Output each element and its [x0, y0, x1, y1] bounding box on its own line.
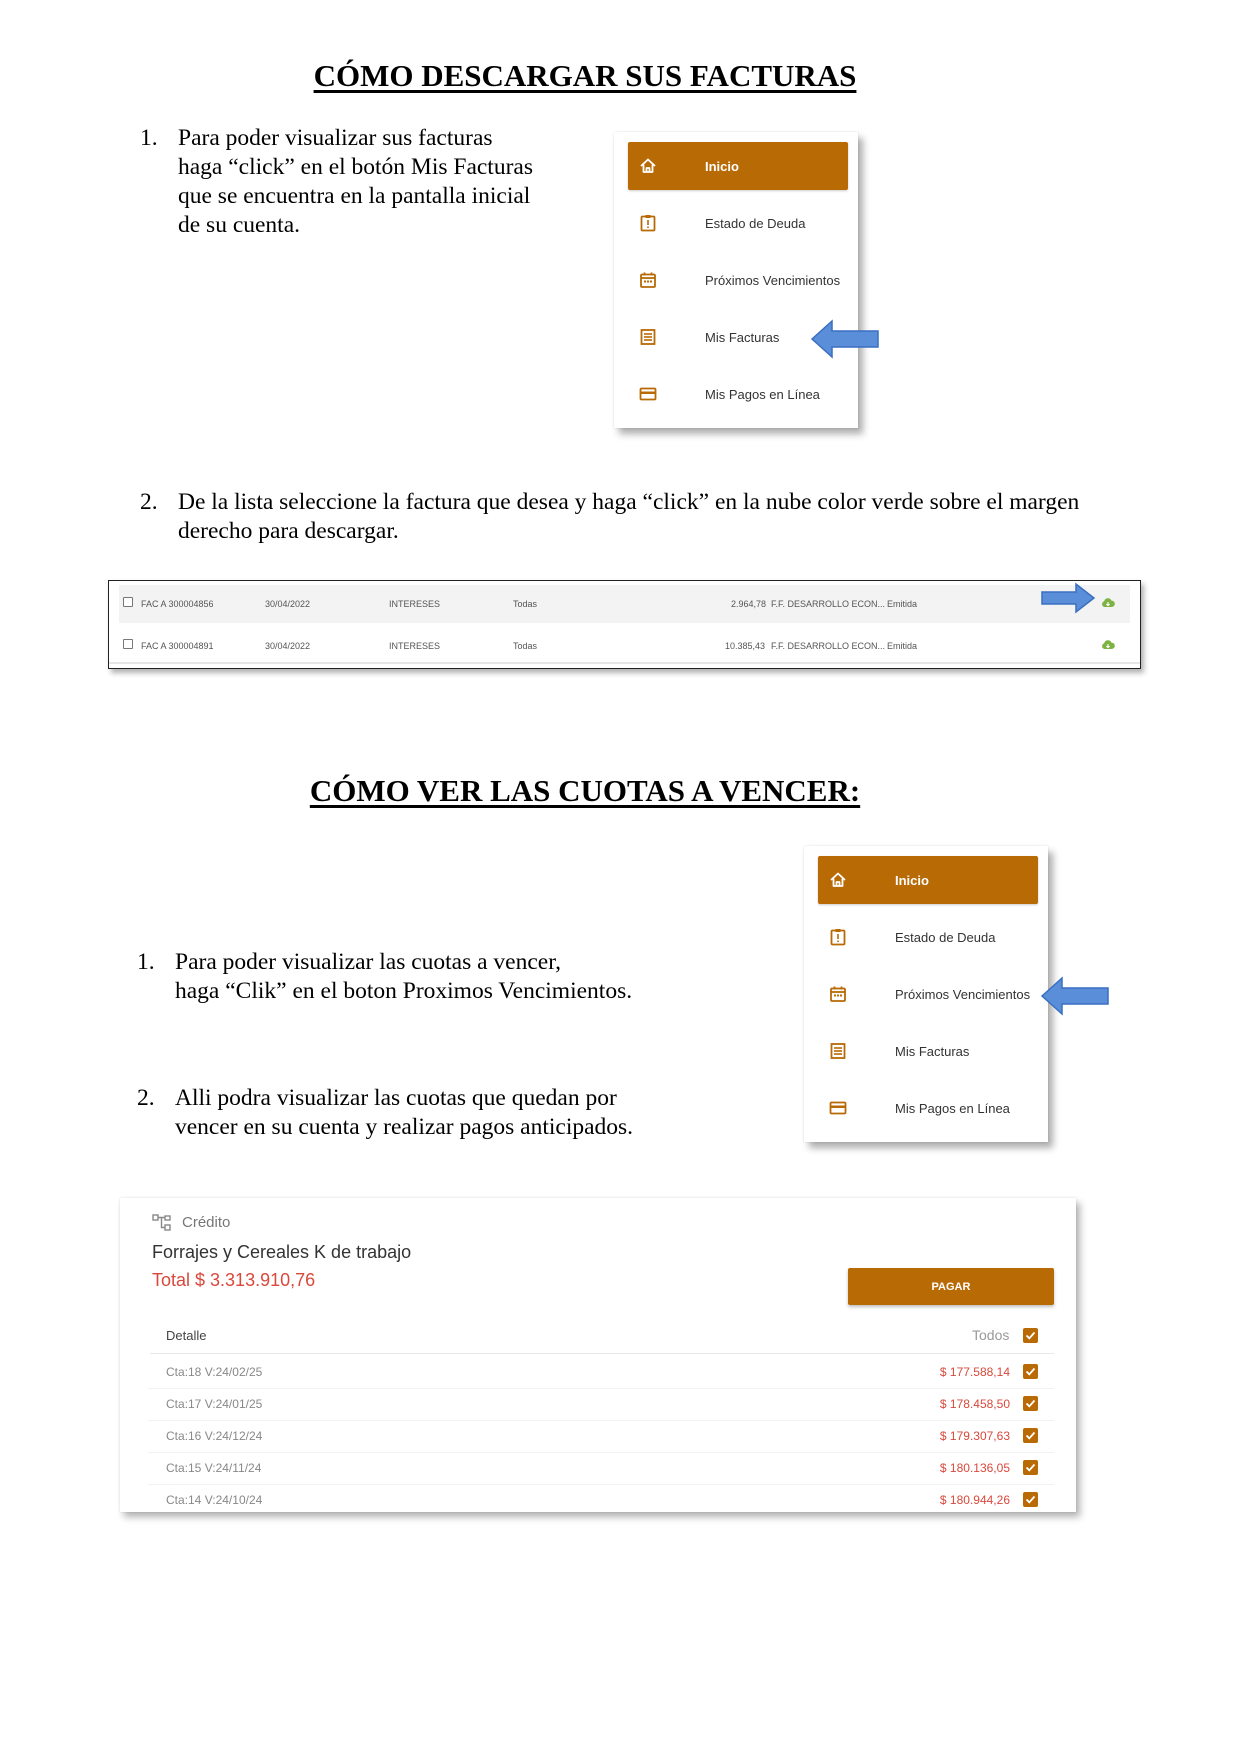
step-line: De la lista seleccione la factura que desea y haga “click” en la nube color verde sobre el margen	[178, 489, 1080, 515]
receipt-icon	[828, 1041, 848, 1061]
cuota-checkbox[interactable]	[1023, 1460, 1038, 1475]
invoice-list-screenshot	[108, 580, 1141, 669]
check-icon	[1025, 1494, 1036, 1505]
invoice-scope: Todas	[513, 599, 538, 609]
step-number: 1.	[140, 125, 158, 151]
nav-item-label: Mis Facturas	[705, 329, 780, 345]
section-1-step-1	[140, 124, 580, 244]
step-line: de su cuenta.	[178, 212, 301, 238]
clipboard-alert-icon	[828, 927, 848, 947]
invoice-entity: F.F. DESARROLLO ECON...	[771, 599, 886, 609]
nav-item-label: Mis Facturas	[895, 1043, 970, 1059]
credit-name: Forrajes y Cereales K de trabajo	[152, 1242, 412, 1262]
invoice-entity: F.F. DESARROLLO ECON...	[771, 641, 886, 651]
cuota-label: Cta:17 V:24/01/25	[166, 1397, 263, 1411]
nav-item-mis-pagos-en-linea[interactable]	[628, 370, 848, 418]
left-arrow-icon	[1040, 975, 1110, 1017]
section-1-title: CÓMO DESCARGAR SUS FACTURAS	[313, 58, 857, 93]
section-2-title: CÓMO VER LAS CUOTAS A VENCER:	[309, 773, 861, 808]
credit-panel-screenshot	[120, 1198, 1076, 1512]
check-icon	[1025, 1330, 1036, 1341]
cloud-download-icon[interactable]	[1101, 639, 1115, 651]
table-divider	[150, 1353, 1054, 1354]
receipt-icon	[638, 327, 658, 347]
home-icon	[828, 870, 848, 890]
section-2-step-1	[137, 948, 777, 1008]
check-icon	[1025, 1462, 1036, 1473]
cuota-amount: $ 179.307,63	[939, 1429, 1010, 1443]
cuota-amount: $ 180.136,05	[939, 1461, 1010, 1475]
nav-item-proximos-vencimientos[interactable]	[628, 256, 848, 304]
invoice-number: FAC A 300004856	[141, 599, 214, 609]
calendar-icon	[828, 984, 848, 1004]
nav-item-proximos-vencimientos[interactable]	[818, 970, 1038, 1018]
cuota-label: Cta:15 V:24/11/24	[166, 1461, 262, 1475]
cuota-checkbox[interactable]	[1023, 1428, 1038, 1443]
left-arrow-icon	[810, 318, 880, 360]
row-checkbox[interactable]	[123, 597, 133, 607]
check-icon	[1025, 1430, 1036, 1441]
nav-item-label: Mis Pagos en Línea	[895, 1100, 1010, 1116]
step-line: Para poder visualizar sus facturas	[178, 125, 493, 151]
list-divider	[109, 662, 1140, 664]
cuota-row	[148, 1420, 1054, 1453]
invoice-status: Emitida	[887, 599, 918, 609]
cuota-row	[148, 1356, 1054, 1389]
nav-item-mis-facturas[interactable]	[818, 1027, 1038, 1075]
select-all-checkbox[interactable]	[1023, 1328, 1038, 1343]
nav-item-label: Próximos Vencimientos	[705, 272, 841, 288]
cuota-row	[148, 1452, 1054, 1485]
clipboard-alert-icon	[638, 213, 658, 233]
cloud-download-icon[interactable]	[1101, 597, 1115, 609]
credit-header-label: Crédito	[182, 1214, 231, 1231]
cuota-checkbox[interactable]	[1023, 1364, 1038, 1379]
nav-menu-screenshot-2	[804, 846, 1048, 1142]
nav-item-label: Mis Pagos en Línea	[705, 386, 820, 402]
cuota-row	[148, 1484, 1054, 1516]
invoice-amount: 2.964,78	[731, 599, 767, 609]
invoice-row	[119, 585, 1130, 623]
step-line: vencer en su cuenta y realizar pagos anticipados.	[175, 1114, 634, 1140]
nav-item-inicio[interactable]	[628, 142, 848, 190]
hierarchy-icon	[152, 1214, 172, 1232]
cuota-checkbox[interactable]	[1023, 1396, 1038, 1411]
nav-item-label: Próximos Vencimientos	[895, 986, 1031, 1002]
invoice-concept: INTERESES	[389, 599, 441, 609]
nav-item-inicio[interactable]	[818, 856, 1038, 904]
step-line: que se encuentra en la pantalla inicial	[178, 183, 531, 209]
nav-item-estado-de-deuda[interactable]	[818, 913, 1038, 961]
step-number: 2.	[137, 1085, 155, 1111]
step-line: haga “Clik” en el boton Proximos Vencimientos.	[175, 978, 633, 1004]
cuota-amount: $ 177.588,14	[939, 1365, 1010, 1379]
nav-item-label: Estado de Deuda	[705, 215, 806, 231]
invoice-date: 30/04/2022	[265, 641, 311, 651]
section-2-step-2	[137, 1084, 777, 1144]
home-icon	[638, 156, 658, 176]
cuota-amount: $ 178.458,50	[939, 1397, 1010, 1411]
invoice-row	[119, 627, 1130, 665]
nav-item-label: Inicio	[705, 158, 739, 174]
nav-item-label: Estado de Deuda	[895, 929, 996, 945]
invoice-scope: Todas	[513, 641, 538, 651]
nav-item-mis-pagos-en-linea[interactable]	[818, 1084, 1038, 1132]
step-line: Para poder visualizar las cuotas a vencer,	[175, 949, 561, 975]
check-icon	[1025, 1366, 1036, 1377]
nav-item-label: Inicio	[895, 872, 929, 888]
cuota-row	[148, 1388, 1054, 1421]
detail-label: Detalle	[166, 1328, 207, 1343]
invoice-status: Emitida	[887, 641, 918, 651]
cuota-label: Cta:16 V:24/12/24	[166, 1429, 263, 1443]
step-line: Alli podra visualizar las cuotas que quedan por	[175, 1085, 617, 1111]
cuota-label: Cta:18 V:24/02/25	[166, 1365, 263, 1379]
invoice-concept: INTERESES	[389, 641, 441, 651]
section-1-step-2	[140, 488, 1140, 548]
nav-menu-screenshot-1	[614, 132, 858, 428]
step-number: 1.	[137, 949, 155, 975]
cuota-checkbox[interactable]	[1023, 1492, 1038, 1507]
row-checkbox[interactable]	[123, 639, 133, 649]
credit-card-icon	[638, 384, 658, 404]
invoice-number: FAC A 300004891	[141, 641, 214, 651]
step-line: haga “click” en el botón Mis Facturas	[178, 154, 533, 180]
invoice-amount: 10.385,43	[725, 641, 766, 651]
credit-card-icon	[828, 1098, 848, 1118]
credit-total: Total $ 3.313.910,76	[152, 1270, 316, 1290]
pay-button[interactable]: PAGAR	[848, 1268, 1054, 1305]
cuota-amount: $ 180.944,26	[939, 1493, 1010, 1507]
step-line: derecho para descargar.	[178, 518, 399, 544]
check-icon	[1025, 1398, 1036, 1409]
all-label: Todos	[972, 1327, 1010, 1343]
nav-item-estado-de-deuda[interactable]	[628, 199, 848, 247]
right-arrow-icon	[1040, 582, 1096, 614]
invoice-date: 30/04/2022	[265, 599, 311, 609]
cuota-label: Cta:14 V:24/10/24	[166, 1493, 263, 1507]
step-number: 2.	[140, 489, 158, 515]
calendar-icon	[638, 270, 658, 290]
